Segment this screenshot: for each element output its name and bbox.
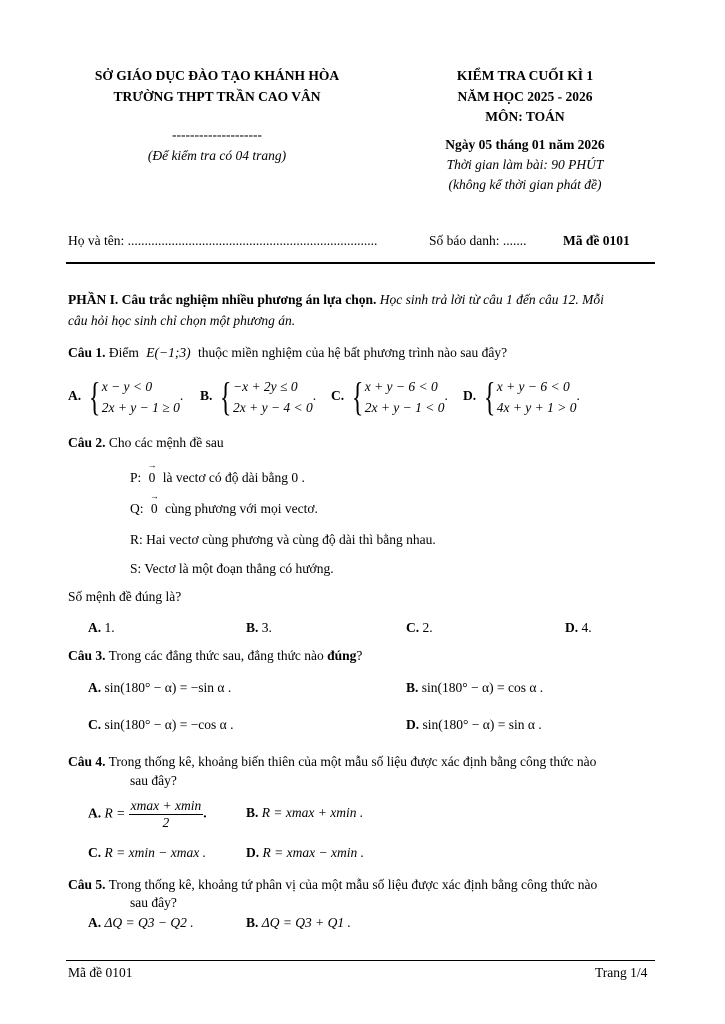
q1-a-line-1: x − y < 0 — [101, 379, 153, 394]
q1-d-line-2: 4x + y + 1 > 0 — [496, 400, 577, 415]
q1-a-system: { x − y < 0 2x + y − 1 ≥ 0 — [88, 374, 180, 419]
header-dashes: -------------------- — [172, 127, 262, 142]
zero-vector-symbol: → 0 — [151, 501, 158, 517]
statement-q-text: cùng phương với mọi vectơ. — [165, 501, 318, 516]
q4-option-a[interactable] — [88, 798, 207, 831]
statement-p-prefix: P: — [130, 470, 142, 485]
option-expr: R = xmax + xmin . — [261, 805, 364, 820]
q1-option-a[interactable]: A. { x − y < 0 2x + y − 1 ≥ 0 . — [68, 374, 184, 419]
department-name: SỞ GIÁO DỤC ĐÀO TẠO KHÁNH HÒA — [94, 68, 340, 83]
option-letter: B. — [246, 620, 259, 635]
option-expr: sin(180° − α) = cos α . — [421, 680, 544, 695]
option-letter: B. — [246, 915, 259, 930]
footer-divider — [66, 960, 655, 961]
school-name: TRƯỜNG THPT TRẦN CAO VÂN — [113, 89, 321, 104]
part1-title: PHẦN I. Câu trắc nghiệm nhiều phương án lựa chọn. — [68, 292, 377, 307]
option-expr: sin(180° − α) = −sin α . — [104, 680, 232, 695]
q2-label: Câu 2. — [68, 435, 106, 450]
option-letter: C. — [406, 620, 420, 635]
q5-label: Câu 5. — [68, 877, 106, 892]
option-letter: D. — [246, 845, 260, 860]
q2-option-d[interactable] — [565, 620, 592, 636]
exam-code: Mã đề 0101 — [563, 233, 630, 248]
q3-option-a[interactable] — [88, 680, 231, 696]
q1-b-line-1: −x + 2y ≤ 0 — [232, 379, 298, 394]
q4-label: Câu 4. — [68, 754, 106, 769]
q2-option-c[interactable] — [406, 620, 433, 636]
q1-a-line-2: 2x + y − 1 ≥ 0 — [101, 400, 180, 415]
option-text: 2. — [422, 620, 433, 635]
student-name-field: Họ và tên: .......................................................................... — [68, 233, 378, 248]
exam-title: KIỂM TRA CUỐI KÌ 1 — [456, 68, 594, 83]
option-text: 4. — [581, 620, 592, 635]
fraction-denominator: 2 — [162, 815, 170, 830]
q3-text-end: ? — [356, 648, 363, 663]
exam-date: Ngày 05 tháng 01 năm 2026 — [445, 137, 605, 152]
q1-option-d[interactable]: D. { x + y − 6 < 0 4x + y + 1 > 0 . — [463, 374, 580, 419]
option-text: 3. — [261, 620, 272, 635]
pages-note: (Để kiểm tra có 04 trang) — [147, 148, 287, 163]
statement-q — [130, 501, 318, 517]
q1-option-b[interactable]: B. { −x + 2y ≤ 0 2x + y − 4 < 0 . — [200, 374, 317, 419]
statement-p — [130, 470, 305, 486]
formula-fraction — [129, 798, 207, 831]
q4-text-2: sau đây? — [130, 773, 177, 788]
q4-option-c[interactable] — [88, 845, 206, 861]
part1-instruction: Học sinh trả lời từ câu 1 đến câu 12. Mỗi — [379, 292, 604, 307]
formula-end: . — [203, 805, 207, 821]
question-1 — [68, 345, 507, 361]
q2-ask: Số mệnh đề đúng là? — [68, 589, 182, 604]
option-letter: C. — [88, 717, 102, 732]
student-id-field: Số báo danh: ....... — [429, 233, 527, 248]
q5-option-a[interactable] — [88, 915, 194, 931]
q2-option-b[interactable] — [246, 620, 272, 636]
option-expr: ΔQ = Q3 + Q1 . — [261, 915, 351, 930]
option-text: 1. — [104, 620, 115, 635]
option-letter: A. — [68, 388, 82, 404]
option-letter: B. — [246, 805, 259, 820]
header-divider — [66, 262, 655, 264]
duration-note: (không kể thời gian phát đề) — [448, 177, 602, 192]
q1-c-line-2: 2x + y − 1 < 0 — [364, 400, 445, 415]
option-expr: ΔQ = Q3 − Q2 . — [104, 915, 194, 930]
q1-b-line-2: 2x + y − 4 < 0 — [232, 400, 313, 415]
q1-label: Câu 1. — [68, 345, 106, 360]
q5-text-2: sau đây? — [130, 895, 177, 910]
option-expr: R = xmax − xmin . — [262, 845, 364, 860]
q3-text: Trong các đẳng thức sau, đẳng thức nào — [108, 648, 324, 663]
formula-lhs: R = — [104, 805, 126, 821]
option-expr: sin(180° − α) = −cos α . — [104, 717, 234, 732]
question-5 — [68, 877, 597, 893]
q5-option-b[interactable] — [246, 915, 351, 931]
option-letter: A. — [88, 680, 102, 695]
option-letter: B. — [406, 680, 419, 695]
q3-text-emphasis: đúng — [327, 648, 357, 663]
q1-d-line-1: x + y − 6 < 0 — [496, 379, 570, 394]
q3-option-d[interactable] — [406, 717, 542, 733]
option-letter: D. — [565, 620, 579, 635]
part1-heading — [68, 292, 658, 308]
option-letter: D. — [406, 717, 420, 732]
q1-point: E(−1;3) — [146, 345, 191, 360]
footer-exam-code: Mã đề 0101 — [68, 965, 133, 980]
q4-text: Trong thống kê, khoảng biến thiên của một mẫu số liệu được xác định bằng công thức nào — [108, 754, 597, 769]
q1-b-system: { −x + 2y ≤ 0 2x + y − 4 < 0 — [219, 374, 313, 419]
statement-r: R: Hai vectơ cùng phương và cùng độ dài thì bằng nhau. — [130, 532, 436, 547]
option-letter: D. — [463, 388, 477, 404]
option-letter: A. — [88, 620, 102, 635]
q1-pre: Điểm — [108, 345, 139, 360]
q4-option-d[interactable] — [246, 845, 364, 861]
option-expr: sin(180° − α) = sin α . — [422, 717, 542, 732]
q3-option-c[interactable] — [88, 717, 234, 733]
q2-text: Cho các mệnh đề sau — [108, 435, 224, 450]
option-letter: C. — [331, 388, 345, 404]
question-3 — [68, 648, 362, 664]
zero-vector-symbol: → 0 — [149, 470, 156, 486]
q5-text: Trong thống kê, khoảng tứ phân vị của một mẫu số liệu được xác định bằng công thức nào — [108, 877, 598, 892]
q1-d-system: { x + y − 6 < 0 4x + y + 1 > 0 — [483, 374, 577, 419]
q1-c-line-1: x + y − 6 < 0 — [364, 379, 438, 394]
q4-option-b[interactable] — [246, 805, 363, 821]
question-4 — [68, 754, 596, 770]
option-letter: A. — [88, 915, 102, 930]
statement-p-text: là vectơ có độ dài bằng 0 . — [162, 470, 305, 485]
q1-c-system: { x + y − 6 < 0 2x + y − 1 < 0 — [351, 374, 445, 419]
option-letter: A. — [88, 805, 102, 821]
fraction-numerator: xmax + xmin — [130, 798, 202, 813]
footer-page-number: Trang 1/4 — [595, 965, 648, 980]
q1-option-c[interactable]: C. { x + y − 6 < 0 2x + y − 1 < 0 . — [331, 374, 448, 419]
q2-option-a[interactable] — [88, 620, 115, 636]
q3-label: Câu 3. — [68, 648, 106, 663]
school-year: NĂM HỌC 2025 - 2026 — [457, 89, 593, 104]
question-2 — [68, 435, 224, 451]
q1-text: thuộc miền nghiệm của hệ bất phương trình nào sau đây? — [197, 345, 508, 360]
subject: MÔN: TOÁN — [485, 109, 565, 124]
statement-s: S: Vectơ là một đoạn thẳng có hướng. — [130, 561, 334, 576]
option-letter: B. — [200, 388, 213, 404]
part1-instruction-2: câu hỏi học sinh chỉ chọn một phương án. — [68, 313, 296, 328]
statement-q-prefix: Q: — [130, 501, 144, 516]
option-letter: C. — [88, 845, 102, 860]
exam-duration: Thời gian làm bài: 90 PHÚT — [446, 157, 604, 172]
option-expr: R = xmin − xmax . — [104, 845, 206, 860]
q3-option-b[interactable] — [406, 680, 543, 696]
